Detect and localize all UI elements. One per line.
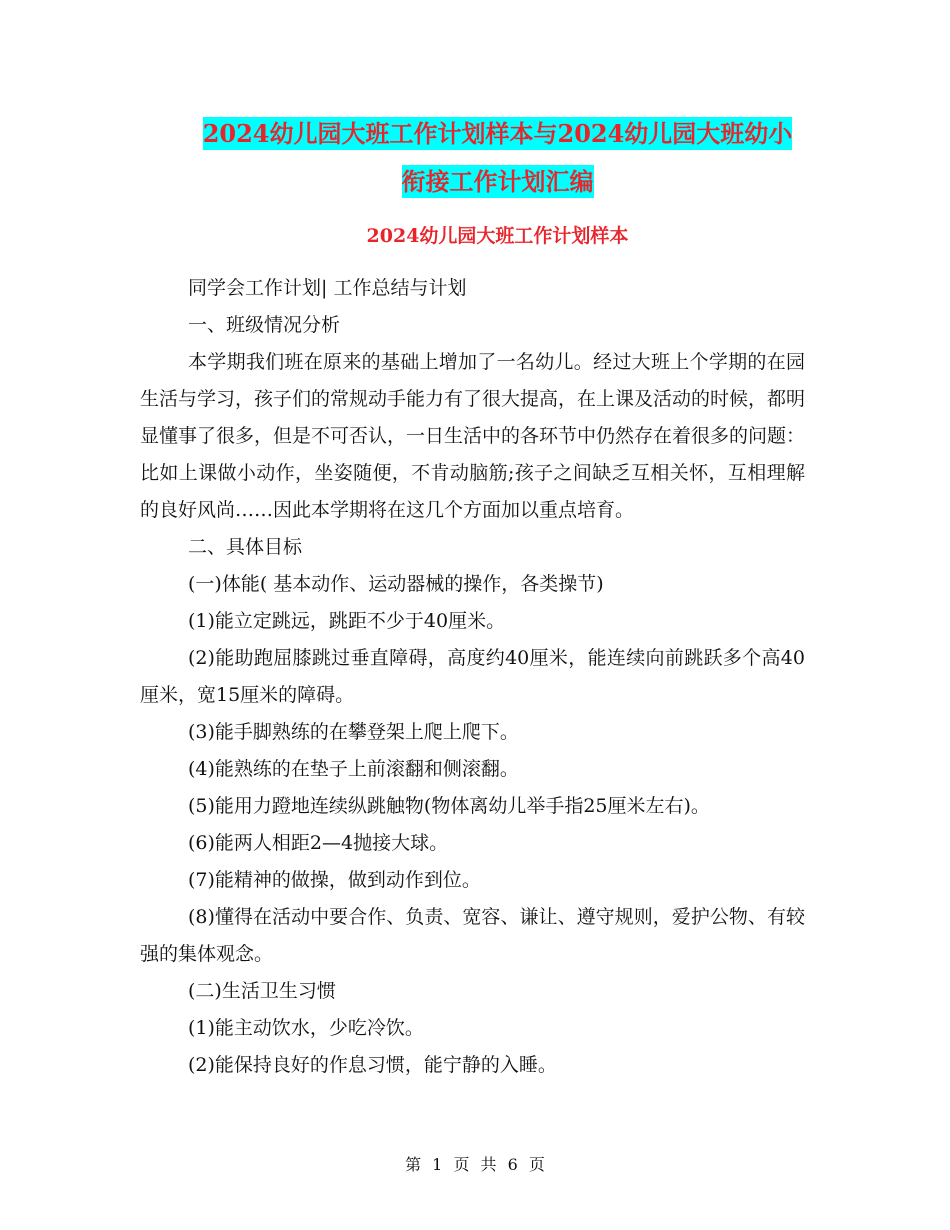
- paragraph: 本学期我们班在原来的基础上增加了一名幼儿。经过大班上个学期的在园生活与学习，孩子们的常规动手能力有了很大提高，在上课及活动的时候，都明显懂事了很多，但是不可否认，一日生活中的各环节中仍然存在着很多的问题：比如上课做小动作，坐姿随便，不肯动脑筋;孩子之间缺乏互相关怀，互相理解的良好风尚……因此本学期将在这几个方面加以重点培育。: [140, 351, 806, 521]
- paragraph: (2)能保持良好的作息习惯，能宁静的入睡。: [188, 1054, 557, 1076]
- paragraph: 一、班级情况分析: [188, 314, 341, 336]
- paragraph: (3)能手脚熟练的在攀登架上爬上爬下。: [188, 721, 519, 743]
- title-line-1: 2024幼儿园大班工作计划样本与2024幼儿园大班幼小: [202, 119, 793, 148]
- paragraph: 同学会工作计划| 工作总结与计划: [188, 277, 467, 299]
- paragraph: (一)体能( 基本动作、运动器械的操作，各类操节): [188, 573, 604, 595]
- document-title: [140, 110, 855, 206]
- paragraph: (4)能熟练的在垫子上前滚翻和侧滚翻。: [188, 758, 519, 780]
- title-line-2: 衔接工作计划汇编: [401, 167, 594, 196]
- document-body: [140, 270, 805, 1084]
- paragraph: (1)能主动饮水，少吃冷饮。: [188, 1017, 424, 1039]
- paragraph: (8)懂得在活动中要合作、负责、宽容、谦让、遵守规则，爱护公物、有较强的集体观念。: [140, 906, 805, 965]
- paragraph: 二、具体目标: [188, 536, 303, 558]
- paragraph: (7)能精神的做操，做到动作到位。: [188, 869, 481, 891]
- section-title: 2024幼儿园大班工作计划样本: [366, 225, 629, 247]
- page-footer: 第 1 页 共 6 页: [405, 1155, 545, 1174]
- paragraph: (1)能立定跳远，跳距不少于40厘米。: [188, 610, 506, 632]
- paragraph: (2)能助跑屈膝跳过垂直障碍，高度约40厘米，能连续向前跳跃多个高40厘米，宽15厘米的障碍。: [140, 647, 805, 706]
- paragraph: (二)生活卫生习惯: [188, 980, 336, 1002]
- paragraph: (6)能两人相距2—4抛接大球。: [188, 832, 449, 854]
- paragraph: (5)能用力蹬地连续纵跳触物(物体离幼儿举手指25厘米左右)。: [188, 795, 710, 817]
